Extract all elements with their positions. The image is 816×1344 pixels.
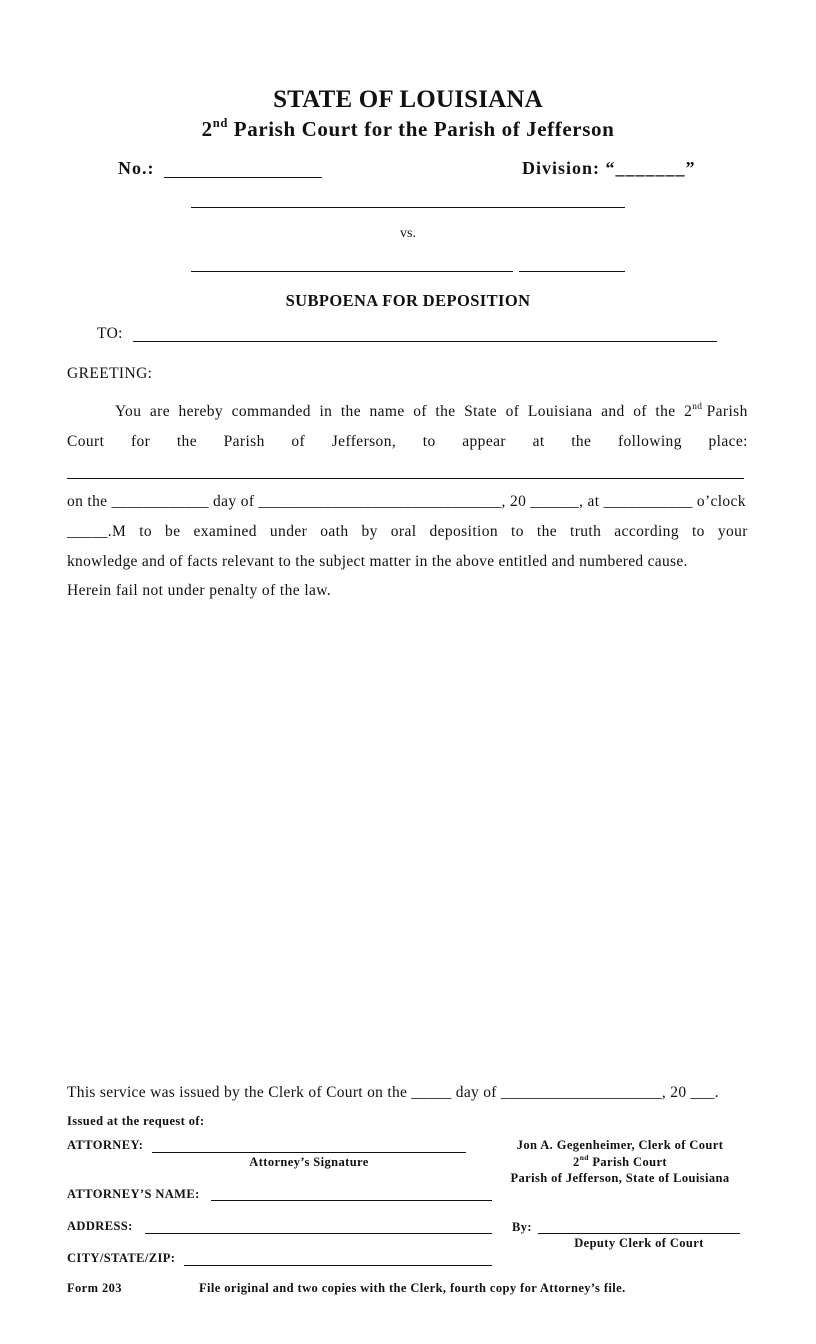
body-word: _____.M bbox=[67, 523, 127, 540]
body-word: deposition bbox=[429, 523, 499, 540]
state-title: STATE OF LOUISIANA bbox=[273, 86, 543, 113]
court-title bbox=[0, 117, 816, 142]
body-word: to bbox=[139, 523, 153, 540]
document-title: SUBPOENA FOR DEPOSITION bbox=[285, 291, 531, 310]
body-word: the bbox=[655, 403, 676, 420]
address-label: ADDRESS: bbox=[67, 1219, 133, 1233]
body-word: of bbox=[633, 403, 647, 420]
body-word: Court bbox=[67, 433, 105, 450]
body-word: oath bbox=[320, 523, 349, 540]
body-word: following bbox=[617, 433, 682, 450]
deputy-signature-field[interactable] bbox=[538, 1233, 740, 1234]
body-word: oral bbox=[390, 523, 417, 540]
court-ordinal-sup: nd bbox=[212, 115, 228, 130]
attorney-signature-field[interactable] bbox=[152, 1152, 466, 1153]
body-word: State bbox=[464, 403, 498, 420]
body-word: commanded bbox=[231, 403, 311, 420]
deputy-caption: Deputy Clerk of Court bbox=[574, 1236, 704, 1250]
body-word: to bbox=[422, 433, 436, 450]
body-word: truth bbox=[570, 523, 602, 540]
body-line-5 bbox=[67, 523, 748, 541]
body-word: of bbox=[291, 433, 306, 450]
body-word: in bbox=[319, 403, 333, 420]
body-word-ordinal: 2nd Parish bbox=[684, 402, 748, 421]
body-word: the bbox=[340, 403, 361, 420]
body-word: examined bbox=[193, 523, 257, 540]
body-word: the bbox=[536, 523, 558, 540]
body-word: Jefferson, bbox=[331, 433, 397, 450]
body-word: to bbox=[511, 523, 524, 540]
body-word: according bbox=[614, 523, 679, 540]
body-line-6: knowledge and of facts relevant to the subject matter in the above entitled and numbered cause. bbox=[67, 553, 688, 570]
body-word: your bbox=[717, 523, 748, 540]
body-word: are bbox=[149, 403, 170, 420]
body-line-4: on the ____________ day of ______________________________, 20 ______, at ___________ o’clock bbox=[67, 493, 746, 510]
body-word: appear bbox=[462, 433, 506, 450]
greeting-label: GREETING: bbox=[67, 365, 153, 382]
body-word: the bbox=[435, 403, 456, 420]
court-ordinal: 2 bbox=[201, 117, 213, 141]
attorney-name-label: ATTORNEY’S NAME: bbox=[67, 1187, 200, 1201]
clerk-name: Jon A. Gegenheimer, Clerk of Court bbox=[516, 1138, 724, 1152]
body-line-7: Herein fail not under penalty of the law. bbox=[67, 582, 332, 599]
form-number: Form 203 bbox=[67, 1281, 122, 1295]
body-word: and bbox=[601, 403, 625, 420]
address-field[interactable] bbox=[145, 1233, 492, 1234]
clerk-court: 2nd Parish Court bbox=[573, 1153, 667, 1170]
body-word: the bbox=[571, 433, 592, 450]
plaintiff-line[interactable] bbox=[191, 207, 625, 208]
body-word: by bbox=[361, 523, 378, 540]
by-label: By: bbox=[512, 1220, 532, 1234]
body-word: hereby bbox=[178, 403, 224, 420]
court-name: Parish Court for the Parish of Jefferson bbox=[227, 117, 615, 141]
city-state-zip-field[interactable] bbox=[184, 1265, 492, 1266]
body-line-2 bbox=[67, 433, 748, 451]
body-word: Parish bbox=[223, 433, 265, 450]
defendant-line[interactable] bbox=[191, 271, 513, 272]
body-line-1 bbox=[115, 403, 748, 421]
body-word: at bbox=[532, 433, 545, 450]
versus-label: vs. bbox=[400, 226, 416, 241]
body-word: Louisiana bbox=[527, 403, 593, 420]
clerk-parish: Parish of Jefferson, State of Louisiana bbox=[510, 1171, 730, 1185]
body-word: You bbox=[115, 403, 142, 420]
case-number-field[interactable] bbox=[164, 177, 322, 178]
place-field[interactable] bbox=[67, 478, 744, 479]
attorney-label: ATTORNEY: bbox=[67, 1138, 144, 1152]
body-word: of bbox=[505, 403, 520, 420]
defendant-line-2[interactable] bbox=[519, 271, 625, 272]
body-word: name bbox=[369, 403, 405, 420]
issued-at-label: Issued at the request of: bbox=[67, 1114, 205, 1128]
attorney-signature-caption: Attorney’s Signature bbox=[249, 1155, 369, 1169]
body-word: for bbox=[130, 433, 151, 450]
attorney-name-field[interactable] bbox=[211, 1200, 492, 1201]
body-word: the bbox=[176, 433, 197, 450]
division-label: Division: “_______” bbox=[522, 158, 696, 178]
file-note: File original and two copies with the Clerk, fourth copy for Attorney’s file. bbox=[199, 1281, 626, 1295]
body-word: of bbox=[413, 403, 427, 420]
to-field[interactable] bbox=[133, 341, 717, 342]
body-word: to bbox=[691, 523, 705, 540]
body-word: be bbox=[165, 523, 181, 540]
to-label: TO: bbox=[97, 325, 123, 342]
body-word: under bbox=[269, 523, 308, 540]
case-number-label: No.: bbox=[118, 158, 155, 178]
body-word: place: bbox=[708, 433, 748, 450]
city-state-zip-label: CITY/STATE/ZIP: bbox=[67, 1251, 176, 1265]
service-line: This service was issued by the Clerk of Court on the _____ day of ____________________, 20 ___. bbox=[67, 1084, 719, 1101]
